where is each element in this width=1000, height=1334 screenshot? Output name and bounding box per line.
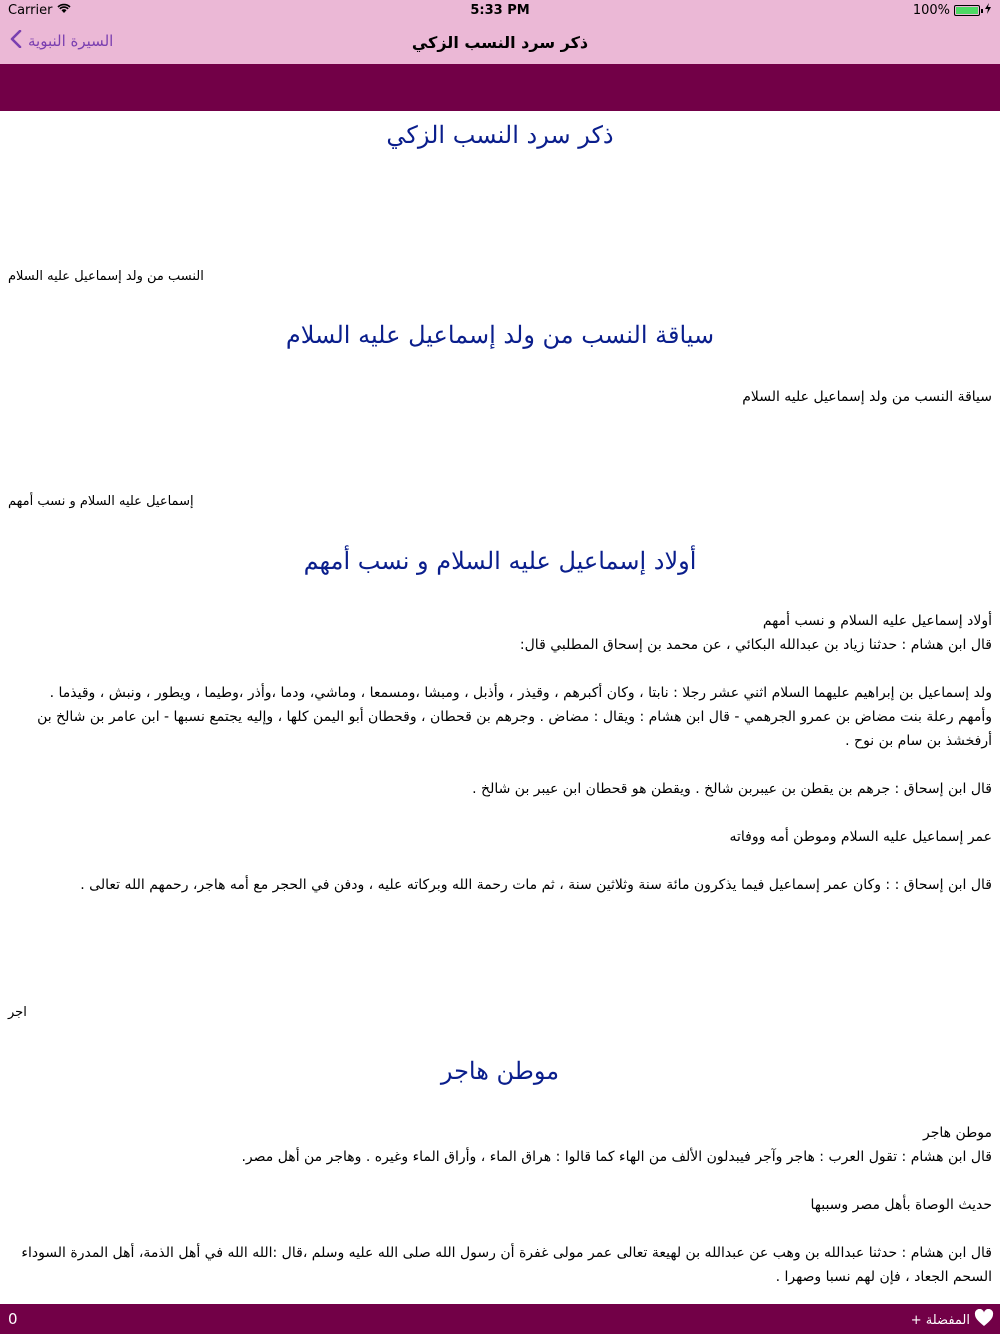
battery-percent: 100% bbox=[912, 3, 950, 18]
section-label-1: النسب من ولد إسماعيل عليه السلام bbox=[8, 269, 204, 284]
add-favorite-button[interactable] bbox=[911, 1309, 994, 1331]
section-heading-4: موطن هاجر bbox=[440, 1057, 560, 1085]
section-label-3: اجر bbox=[8, 1005, 27, 1020]
section-label-2: إسماعيل عليه السلام و نسب أمهم bbox=[8, 494, 194, 509]
paragraph-line: قال ابن إسحاق : : وكان عمر إسماعيل فيما يذكرون مائة سنة وثلاثين سنة ، ثم مات رحمة الله وبركاته عليه ، ودفن في الحجر مع أمه هاجر، رحمهم الله تعالى . bbox=[80, 877, 992, 893]
favorite-label: + المفضلة bbox=[910, 1312, 970, 1328]
heart-icon bbox=[974, 1309, 994, 1331]
battery-icon bbox=[954, 5, 980, 16]
article-content[interactable] bbox=[0, 111, 1000, 1304]
section-intro-paragraph bbox=[17, 385, 992, 409]
main-heading: ذكر سرد النسب الزكي bbox=[386, 121, 614, 149]
favorites-count: 0 bbox=[8, 1310, 18, 1328]
section-heading-3: أولاد إسماعيل عليه السلام و نسب أمهم bbox=[303, 547, 697, 575]
section-4-body bbox=[17, 1121, 992, 1289]
paragraph-line: ولد إسماعيل بن إبراهيم عليهما السلام اثني عشر رجلا : نابتا ، وكان أكبرهم ، وقيذر ، وأذبل ، ومبشا ،ومسمعا ، وماشي، ودما ،وأذر ،وطيما ، ويطور ، ونبش ، وقيذما . bbox=[49, 685, 992, 701]
carrier-label: Carrier bbox=[8, 3, 53, 18]
paragraph-line: قال ابن هشام : حدثنا زياد بن عبدالله البكائي ، عن محمد بن إسحاق المطلبي قال: bbox=[519, 637, 992, 653]
paragraph-line: حديث الوصاة بأهل مصر وسببها bbox=[810, 1197, 992, 1213]
bottom-toolbar bbox=[0, 1304, 1000, 1334]
navigation-bar bbox=[0, 22, 1000, 64]
status-bar bbox=[0, 0, 1000, 22]
header-band bbox=[0, 64, 1000, 111]
status-time: 5:33 PM bbox=[470, 3, 530, 18]
paragraph-line: أولاد إسماعيل عليه السلام و نسب أمهم bbox=[762, 613, 992, 629]
paragraph-line: موطن هاجر bbox=[922, 1125, 992, 1141]
paragraph-line: عمر إسماعيل عليه السلام وموطن أمه ووفاته bbox=[729, 829, 992, 845]
charging-icon bbox=[984, 3, 992, 18]
paragraph-line: قال ابن إسحاق : جرهم بن يقطن بن عيبربن شالخ . ويقطن هو قحطان ابن عيبر بن شالخ . bbox=[472, 781, 992, 797]
paragraph-line: سياقة النسب من ولد إسماعيل عليه السلام bbox=[742, 389, 992, 405]
paragraph-line: قال ابن هشام : حدثنا عبدالله بن وهب عن عبدالله بن لهيعة تعالى عمر مولى غفرة أن رسول الله صلى الله عليه وسلم ،قال :الله الله في أهل الذمة، أهل المدرة السوداء السحم الجعاد ، فإن لهم نسبا وصهرا . bbox=[21, 1245, 992, 1285]
section-3-body bbox=[17, 609, 992, 897]
back-button-label: السيرة النبوية bbox=[28, 32, 114, 50]
nav-title: ذكر سرد النسب الزكي bbox=[411, 33, 589, 52]
paragraph-line: وأمهم رعلة بنت مضاض بن عمرو الجرهمي - قال ابن هشام : ويقال : مضاض . وجرهم بن قحطان ، وقحطان أبو اليمن كلها ، وإليه يجتمع نسبها - ابن عامر بن شالخ بن أرفخشذ بن سام بن نوح . bbox=[37, 709, 992, 749]
paragraph-line: قال ابن هشام : تقول العرب : هاجر وآجر فيبدلون الألف من الهاء كما قالوا : هراق الماء ، وأراق الماء وغيره . وهاجر من أهل مصر. bbox=[241, 1149, 992, 1165]
section-heading-2: سياقة النسب من ولد إسماعيل عليه السلام bbox=[285, 321, 715, 349]
